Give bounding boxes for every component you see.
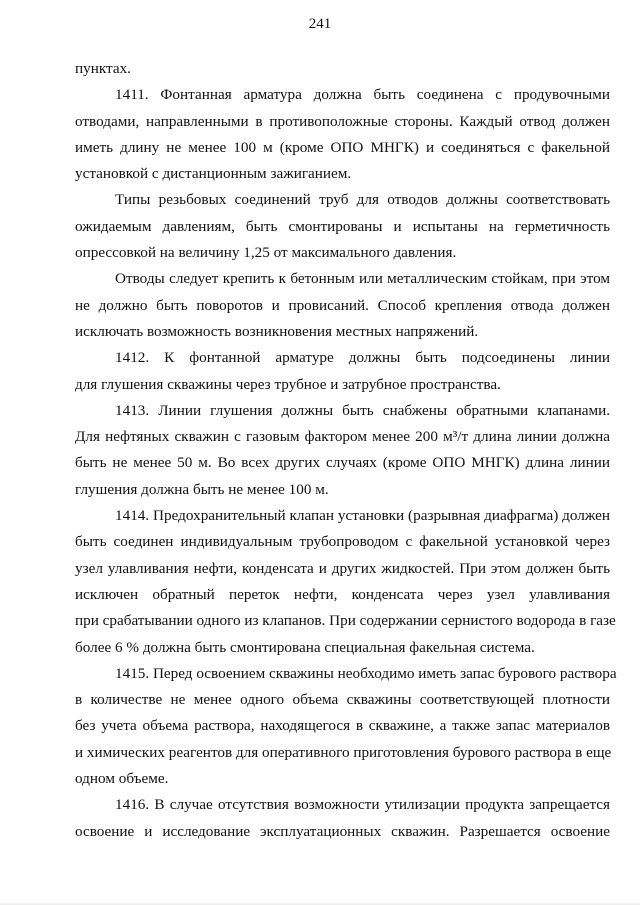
- text-line: 1413. Линии глушения должны быть снабжены обратными клапанами.: [115, 401, 610, 419]
- text-line: быть соединен индивидуальным трубопроводом с факельной установкой через: [75, 533, 610, 551]
- text-line: 1416. В случае отсутствия возможности утилизации продукта запрещается: [115, 796, 610, 814]
- text-line: 1414. Предохранительный клапан установки (разрывная диафрагма) должен: [115, 507, 610, 525]
- document-body: [75, 56, 617, 845]
- text-line: узел улавливания нефти, конденсата и других жидкостей. При этом должен быть: [75, 559, 610, 577]
- text-line: быть не менее 50 м. Во всех других случаях (кроме ОПО МНГК) длина линии: [75, 454, 610, 472]
- text-line: 1412. К фонтанной арматуре должны быть подсоединены линии: [115, 349, 610, 367]
- text-line: глушения должна быть не менее 100 м.: [75, 480, 329, 498]
- text-line: 1411. Фонтанная арматура должна быть соединена с продувочными: [115, 86, 610, 104]
- text-line: установкой с дистанционным зажиганием.: [75, 165, 352, 183]
- text-line: более 6 % должна быть смонтирована специальная факельная система.: [75, 638, 535, 656]
- text-line: одном объеме.: [75, 770, 169, 788]
- text-line: иметь длину не менее 100 м (кроме ОПО МНГК) и соединяться с факельной: [75, 138, 610, 156]
- text-line: без учета объема раствора, находящегося в скважине, а также запас материалов: [75, 717, 610, 735]
- text-line: Отводы следует крепить к бетонным или металлическим стойкам, при этом: [115, 270, 610, 288]
- text-line: отводами, направленными в противоположные стороны. Каждый отвод должен: [75, 112, 610, 130]
- text-line: для глушения скважины через трубное и затрубное пространства.: [75, 375, 501, 393]
- text-line: освоение и исследование эксплуатационных скважин. Разрешается освоение: [75, 822, 610, 840]
- text-line: 1415. Перед освоением скважины необходимо иметь запас бурового раствора: [115, 664, 617, 682]
- text-line: при срабатывании одного из клапанов. При содержании сернистого водорода в газе: [75, 612, 616, 630]
- text-line: Для нефтяных скважин с газовым фактором менее 200 м³/т длина линии должна: [75, 428, 610, 446]
- text-line: опрессовкой на величину 1,25 от максимального давления.: [75, 244, 457, 262]
- text-line: не должно быть поворотов и провисаний. Способ крепления отвода должен: [75, 296, 610, 314]
- text-line: Типы резьбовых соединений труб для отводов должны соответствовать: [115, 191, 610, 209]
- text-line: в количестве не менее одного объема скважины соответствующей плотности: [75, 691, 610, 709]
- text-line: пунктах.: [75, 60, 131, 77]
- text-line: ожидаемым давлениям, быть смонтированы и испытаны на герметичность: [75, 217, 610, 235]
- page-number: 241: [308, 16, 332, 32]
- text-line: исключен обратный переток нефти, конденсата через узел улавливания: [75, 585, 610, 603]
- text-line: и химических реагентов для оперативного приготовления бурового раствора в еще: [75, 743, 612, 761]
- text-line: исключать возможность возникновения местных напряжений.: [75, 322, 479, 340]
